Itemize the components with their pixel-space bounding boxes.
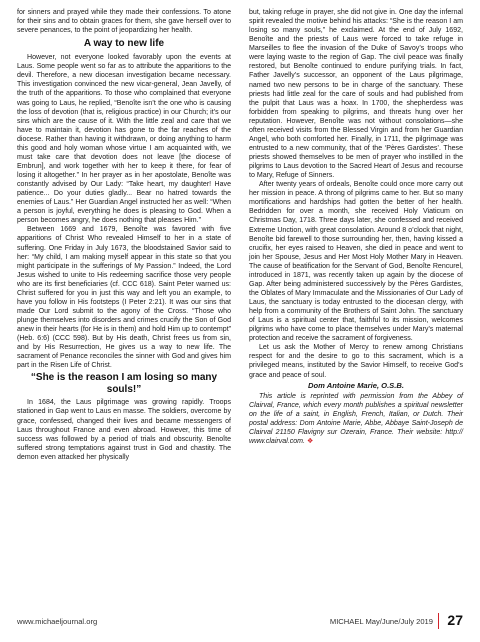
paragraph: In 1684, the Laus pilgrimage was growing rapidly. Troops stationed in Gap went to Laus en masse. The soldiers, overcome by grace, confessed, changed their lives and became messengers of Laus throughout France and even abroad. However, this time of success was followed by a period of trials and obscurity. Benoîte suffered strong temptations against trust in God and chastity. The demon even attacked her physically bbox=[17, 399, 231, 461]
page-number: 27 bbox=[447, 612, 463, 628]
footer-divider bbox=[438, 613, 439, 629]
left-column bbox=[17, 8, 231, 462]
page-footer bbox=[17, 611, 463, 629]
section-heading-way-to-new-life: A way to new life bbox=[83, 38, 165, 50]
reprint-note bbox=[249, 392, 463, 446]
paragraph: After twenty years of ordeals, Benoîte could once more carry out her mission in peace. A throng of pilgrims came to her. But so many mortifications and hardships had gotten the better of her health. Bedridden for over a month, she received Holy Viaticum on Christmas Day, 1718. Three days later, she confessed and received Extreme Unction, with great consolation. Around 8 o’clock that night, Benoîte bid farewell to those surrounding her, then, having kissed a crucifix, her eyes raised to Heaven, she died in peace and went to join her Spouse, Jesus and Her Most Holy Mother Mary in Heaven. The cause of beatification for the Servant of God, Benoîte Rencurel, introduced in 1871, was recently taken up again by the diocese of Gap. After being administered successively by the Pères Gardistes, the Oblates of Mary Immaculate and the Missionaries of Our Lady of Laus, the sanctuary is today entrusted to the diocesan clergy, with help from a community of the Brothers of Saint John. The sanctuary of Laus is a spiritual center that, faithful to its mission, welcomes pilgrims who have come to place themselves under Mary’s maternal protection and receive the sacrament of forgiveness. bbox=[249, 181, 463, 343]
section-heading-losing-souls: “She is the reason I am losing so many souls!” bbox=[30, 372, 218, 396]
paragraph-continued: but, taking refuge in prayer, she did not give in. One day the infernal spirit revealed the motive behind his attacks: “She is the reason I am losing so many souls,” he exclaimed. At the end of July 1692, Benoîte and the priests of Laus were forced to take refuge in Marseilles to flee the invasion of the Duke of Savoy’s troops who were laying waste to the region of Gap. The civil peace was finally restored, but Benoîte continued to endure purifying trials. In fact, Father Javelly’s successor, an opponent of the Laus pilgrimage, named two new persons to be in charge of the sanctuary. These priests had little zeal for the care of souls and had published from the pulpit that Laus was a hoax. In 1700, the shepherdess was forbidden from speaking to pilgrims, and threats hung over her reputation. However, Benoîte was not without consolations—she often received visits from the Blessed Virgin and from her Guardian Angel, who both comforted her. Finally, in 1711, the pilgrimage was entrusted to a new community, that of the ‘Pères Gardistes’. These priests showed themselves to be men of prayer who instilled in the pilgrims to Laus devotion to the Sacred Heart of Jesus and recourse to Mary, Refuge of Sinners. bbox=[249, 9, 463, 180]
paragraph: Between 1669 and 1679, Benoîte was favored with five apparitions of Christ Who revealed Himself to her in a state of suffering. One Friday in July 1673, the bloodstained Savior said to her: “My child, I am making myself appear in this state so that you might participate in the sufferings of My Passion.” Indeed, the Lord Jesus wished to unite to His redeeming sacrifice those very people who are its first beneficiaries (cf. CCC 618). Saint Peter warned us: Christ suffered for you in just this way and left you an example, to have you follow in His footsteps (I Peter 2:21). It was our sins that made Our Lord submit to the agony of the Cross. “Those who plunge themselves into disorders and crimes crucify the Son of God anew in their hearts (for He is in them) and hold Him up to contempt” (Heb. 6:6) (CCC 598). But by His death, Christ frees us from sin, and by His Resurrection, He gives us a way to new life. The sacrament of Penance reconciles the sinner with God and gives him part in the Risen Life of Christ. bbox=[17, 226, 231, 370]
paragraph-continued: for sinners and prayed while they made their confessions. To atone for their sins and to obtain graces for them, she gave herself over to severe penances, to the point of jeopardizing her health. bbox=[17, 9, 231, 35]
end-mark-icon: ❖ bbox=[306, 437, 314, 445]
paragraph: However, not everyone looked favorably upon the events at Laus. Some people went so far as to attribute the apparitions to the devil. Therefore, a new diocesan investigation became necessary. This investigation convinced the new vicar-general, Jean Javelly, of the truth of the apparitions. To those who complained that everyone was going to Laus, he replied, “Benoîte isn’t the one who is causing the loss of devotion (that is, religious practice) in our Church; it’s our sins which are the cause of it. With the little zeal and care that we have to maintain it, devotion has gone to the far reaches of the diocese. Rather than having it withdrawn, or doing anything to harm this good and holy woman whose virtue I am acquainted with, we must take care that devotion does not leave [the diocese of Embrun], and work together with her to keep it there, for fear of losing it altogether.” In her prayer as in her apostolate, Benoîte was constantly advised by Our Lady: “Take heart, my daughter! Have patience... Do your duties gladly... Bear no hatred towards the enemies of Laus.” Her Guardian Angel instructed her as well: “When a person is joyful, everything he does is pleasing to God. When a person becomes angry, he does nothing that pleases Him.” bbox=[17, 54, 231, 225]
author-byline: Dom Antoine Marie, O.S.B. bbox=[308, 380, 404, 390]
right-column bbox=[249, 8, 463, 446]
reprint-note-text: This article is reprinted with permission from the Abbey of Clairval, France, which every month publishes a spiritual newsletter on the life of a saint, in English, French, Italian, or Dutch. Their postal address: Dom Antoine Marie, Abbe, Abbaye Saint-Joseph de Clairval 21150 Flavigny sur Ozerain, France. Their website: http:// www.clairval.com. bbox=[249, 392, 463, 445]
footer-website-link[interactable]: www.michaeljournal.org bbox=[17, 617, 98, 626]
paragraph: Let us ask the Mother of Mercy to renew among Christians respect for and the desire to go to this sacrament, which is a privileged means, instituted by the Savior Himself, to receive God’s grace and peace of soul. bbox=[249, 344, 463, 379]
footer-issue-label: MICHAEL May/June/July 2019 bbox=[329, 617, 433, 626]
